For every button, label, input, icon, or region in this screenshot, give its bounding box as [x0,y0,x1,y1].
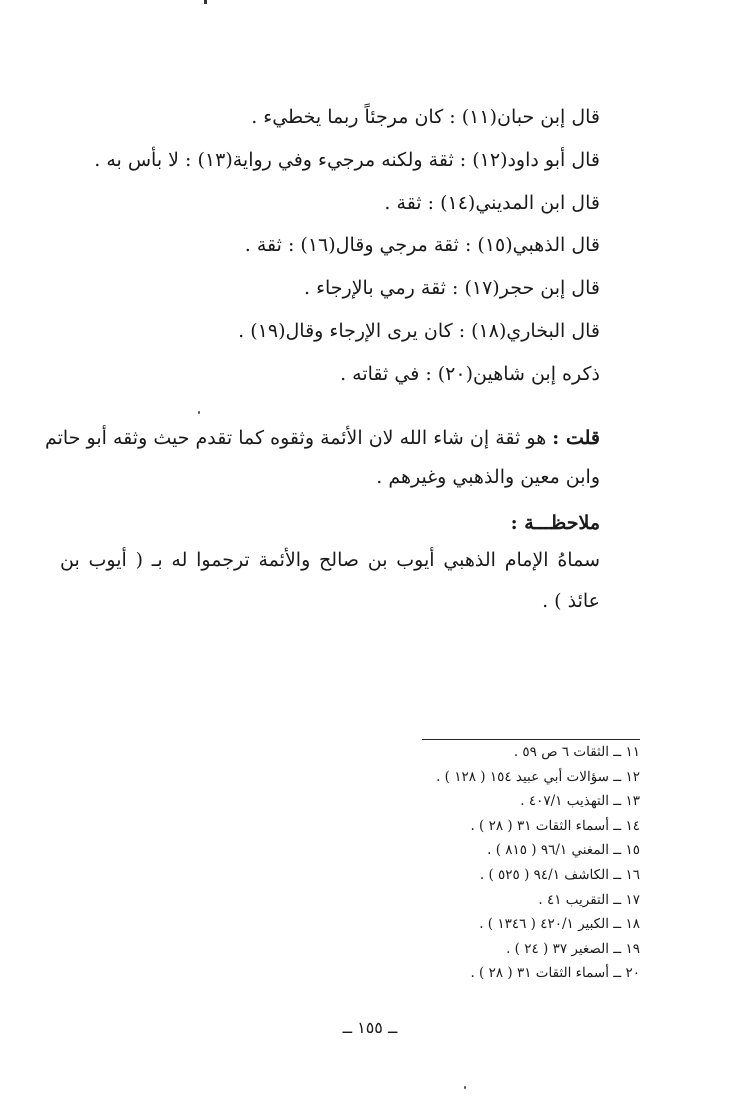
footnote-item: ١٦ ــ الكاشف ٩٤/١ ( ٥٢٥ ) . [479,866,640,883]
narrator-line: قال أبو داود(١٢) : ثقة ولكنه مرجيء وفي رواية(١٣) : لا بأس به . [94,148,600,171]
footnote-item: ٢٠ ــ أسماء الثقات ٣١ ( ٢٨ ) . [470,965,640,982]
footnote-item: ١٩ ــ الصغير ٣٧ ( ٢٤ ) . [506,940,640,957]
opinion-text: هو ثقة إن شاء الله لان الأئمة وثقوه كما تقدم حيث وثقه أبو حاتم وابن معين والذهبي وغيرهم . [45,427,600,488]
narrator-line: قال ابن المديني(١٤) : ثقة . [384,191,600,214]
narrator-line: قال البخاري(١٨) : كان يرى الإرجاء وقال(١٩) . [238,319,600,342]
narrator-line: قال الذهبي(١٥) : ثقة مرجي وقال(١٦) : ثقة . [244,234,600,257]
footnote-item: ١٢ ــ سؤالات أبي عبيد ١٥٤ ( ١٢٨ ) . [436,768,640,785]
footnotes-list [320,740,640,986]
note-paragraph: سماهُ الإمام الذهبي أيوب بن صالح والأئمة ترجموا له بـ ( أيوب بن عائذ ) . [60,549,600,612]
page-number: ــ ١٥٥ ــ [342,1018,398,1037]
scan-speck [464,1086,466,1089]
footnote-item: ١٧ ــ التقريب ٤١ . [538,891,640,908]
author-opinion-paragraph [45,419,600,497]
footnote-item: ١٨ ــ الكبير ٤٢٠/١ ( ١٣٤٦ ) . [479,916,640,933]
narrator-line: قال إبن حجر(١٧) : ثقة رمي بالإرجاء . [303,277,600,300]
scan-speck [198,411,200,414]
narrator-opinions [40,96,600,396]
footnote-item: ١٥ ــ المغني ٩٦/١ ( ٨١٥ ) . [487,842,640,859]
note-heading: ملاحظـــة : [510,512,600,534]
narrator-line: ذكره إبن شاهين(٢٠) : في ثقاته . [340,362,600,385]
top-edge-mark [204,0,207,4]
footnote-item: ١٣ ــ التهذيب ٤٠٧/١ . [520,793,640,810]
footnote-item: ١٤ ــ أسماء الثقات ٣١ ( ٢٨ ) . [470,817,640,834]
narrator-line: قال إبن حبان(١١) : كان مرجئاً ربما يخطيء . [251,106,600,128]
footnote-item: ١١ ــ الثقات ٦ ص ٥٩ . [513,744,640,760]
opinion-label: قلت : [552,427,600,449]
